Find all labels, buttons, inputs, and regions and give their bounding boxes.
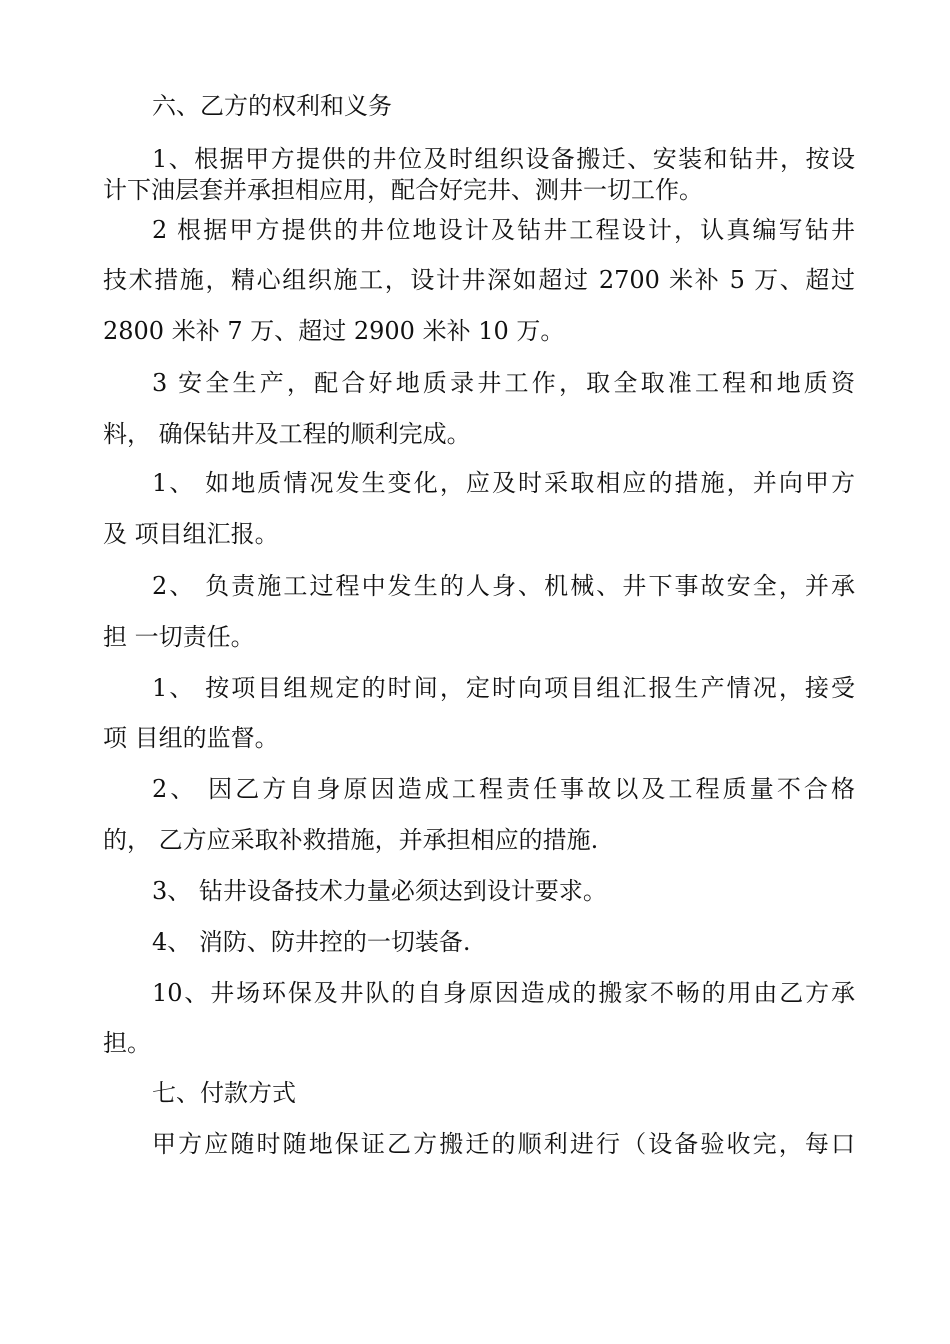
paragraph-line: 的， 乙方应采取补救措施，并承担相应的措施. (103, 826, 599, 854)
section-heading-rights-obligations: 六、乙方的权利和义务 (152, 92, 392, 120)
paragraph-line: 担。 (103, 1029, 151, 1057)
paragraph-line: 3、 钻井设备技术力量必须达到设计要求。 (152, 877, 607, 905)
paragraph-line: 计下油层套并承担相应用，配合好完井、测井一切工作。 (103, 176, 703, 204)
paragraph-line: 4、 消防、防井控的一切装备. (152, 928, 471, 956)
paragraph-line: 3 安全生产，配合好地质录井工作，取全取准工程和地质资 (152, 369, 855, 397)
paragraph-line: 1、 如地质情况发生变化，应及时采取相应的措施，并向甲方 (152, 469, 855, 497)
paragraph-line: 1、根据甲方提供的井位及时组织设备搬迁、安装和钻井，按设 (152, 145, 855, 173)
paragraph-line: 1、 按项目组规定的时间，定时向项目组汇报生产情况，接受 (152, 674, 855, 702)
paragraph-line: 10、井场环保及井队的自身原因造成的搬家不畅的用由乙方承 (152, 979, 855, 1007)
paragraph-line: 2 根据甲方提供的井位地设计及钻井工程设计，认真编写钻井 (152, 216, 855, 244)
paragraph-line: 料， 确保钻井及工程的顺利完成。 (103, 420, 471, 448)
paragraph-line: 甲方应随时随地保证乙方搬迁的顺利进行（设备验收完，每口 (152, 1130, 855, 1158)
paragraph-line: 项 目组的监督。 (103, 724, 279, 752)
paragraph-line: 2、 负责施工过程中发生的人身、机械、井下事故安全，并承 (152, 572, 855, 600)
paragraph-line: 2、 因乙方自身原因造成工程责任事故以及工程质量不合格 (152, 775, 855, 803)
section-heading-payment-method: 七、付款方式 (152, 1079, 296, 1107)
paragraph-line: 技术措施，精心组织施工，设计井深如超过 2700 米补 5 万、超过 (103, 266, 855, 294)
paragraph-line: 2800 米补 7 万、超过 2900 米补 10 万。 (103, 317, 565, 345)
paragraph-line: 担 一切责任。 (103, 623, 255, 651)
paragraph-line: 及 项目组汇报。 (103, 520, 279, 548)
